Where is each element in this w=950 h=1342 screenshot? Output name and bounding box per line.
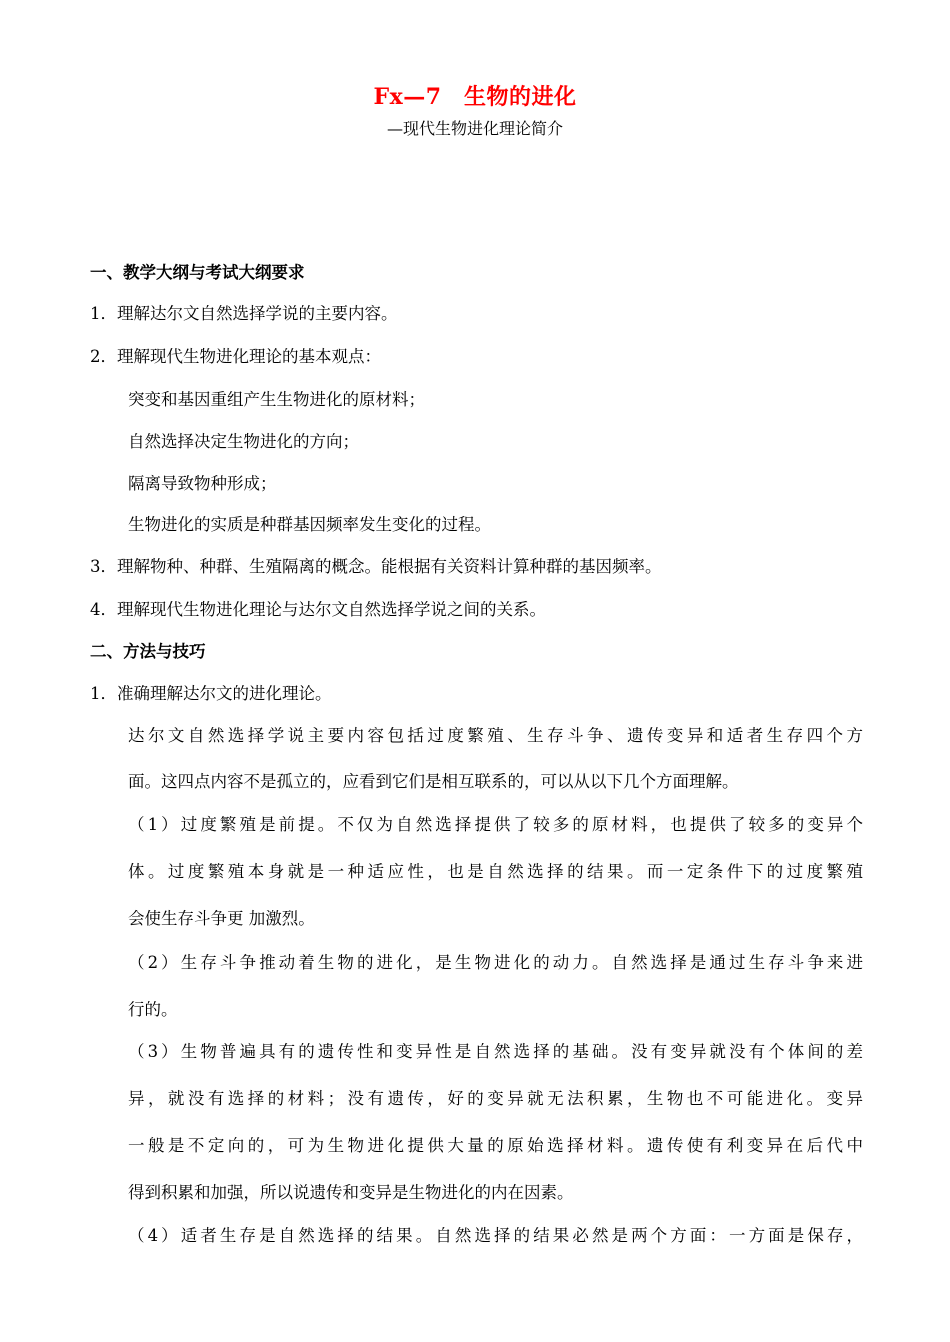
paragraph-line: 异，就没有选择的材料；没有遗传，好的变异就无法积累，生物也不可能进化。变异 <box>128 1089 863 1108</box>
paragraph-line: 一般是不定向的，可为生物进化提供大量的原始选择材料。遗传使有利变异在后代中 <box>128 1136 863 1155</box>
requirement-subitem: 隔离导致物种形成； <box>128 474 277 493</box>
section-2-heading: 二、方法与技巧 <box>90 642 206 661</box>
paragraph-line: 得到积累和加强，所以说遗传和变异是生物进化的内在因素。 <box>128 1183 574 1202</box>
requirement-subitem: 自然选择决定生物进化的方向； <box>128 432 359 451</box>
requirement-subitem: 生物进化的实质是种群基因频率发生变化的过程。 <box>128 515 491 534</box>
paragraph-line: 达尔文自然选择学说主要内容包括过度繁殖、生存斗争、遗传变异和适者生存四个方 <box>128 726 863 745</box>
page-title: Fx—7 生物的进化 <box>373 84 577 110</box>
requirement-item-4: 4．理解现代生物进化理论与达尔文自然选择学说之间的关系。 <box>90 600 546 619</box>
paragraph-line: 面。这四点内容不是孤立的，应看到它们是相互联系的，可以从以下几个方面理解。 <box>128 772 739 791</box>
paragraph-line: （3）生物普遍具有的遗传性和变异性是自然选择的基础。没有变异就没有个体间的差 <box>128 1042 863 1061</box>
requirement-item-2: 2．理解现代生物进化理论的基本观点： <box>90 347 381 366</box>
requirement-subitem: 突变和基因重组产生生物进化的原材料； <box>128 390 425 409</box>
page-subtitle: —现代生物进化理论简介 <box>386 119 563 138</box>
paragraph-line: （1）过度繁殖是前提。不仅为自然选择提供了较多的原材料，也提供了较多的变异个 <box>128 815 863 834</box>
paragraph-line: （4）适者生存是自然选择的结果。自然选择的结果必然是两个方面：一方面是保存， <box>128 1226 863 1245</box>
paragraph-line: （2）生存斗争推动着生物的进化，是生物进化的动力。自然选择是通过生存斗争来进 <box>128 953 863 972</box>
requirement-item-3: 3．理解物种、种群、生殖隔离的概念。能根据有关资料计算种群的基因频率。 <box>90 557 662 576</box>
paragraph-line: 体。过度繁殖本身就是一种适应性，也是自然选择的结果。而一定条件下的过度繁殖 <box>128 862 863 881</box>
requirement-item-1: 1．理解达尔文自然选择学说的主要内容。 <box>90 304 398 323</box>
section-1-heading: 一、教学大纲与考试大纲要求 <box>90 263 305 282</box>
paragraph-line: 行的。 <box>128 1000 178 1019</box>
method-item-1: 1．准确理解达尔文的进化理论。 <box>90 684 332 703</box>
paragraph-line: 会使生存斗争更 加激烈。 <box>128 909 315 928</box>
